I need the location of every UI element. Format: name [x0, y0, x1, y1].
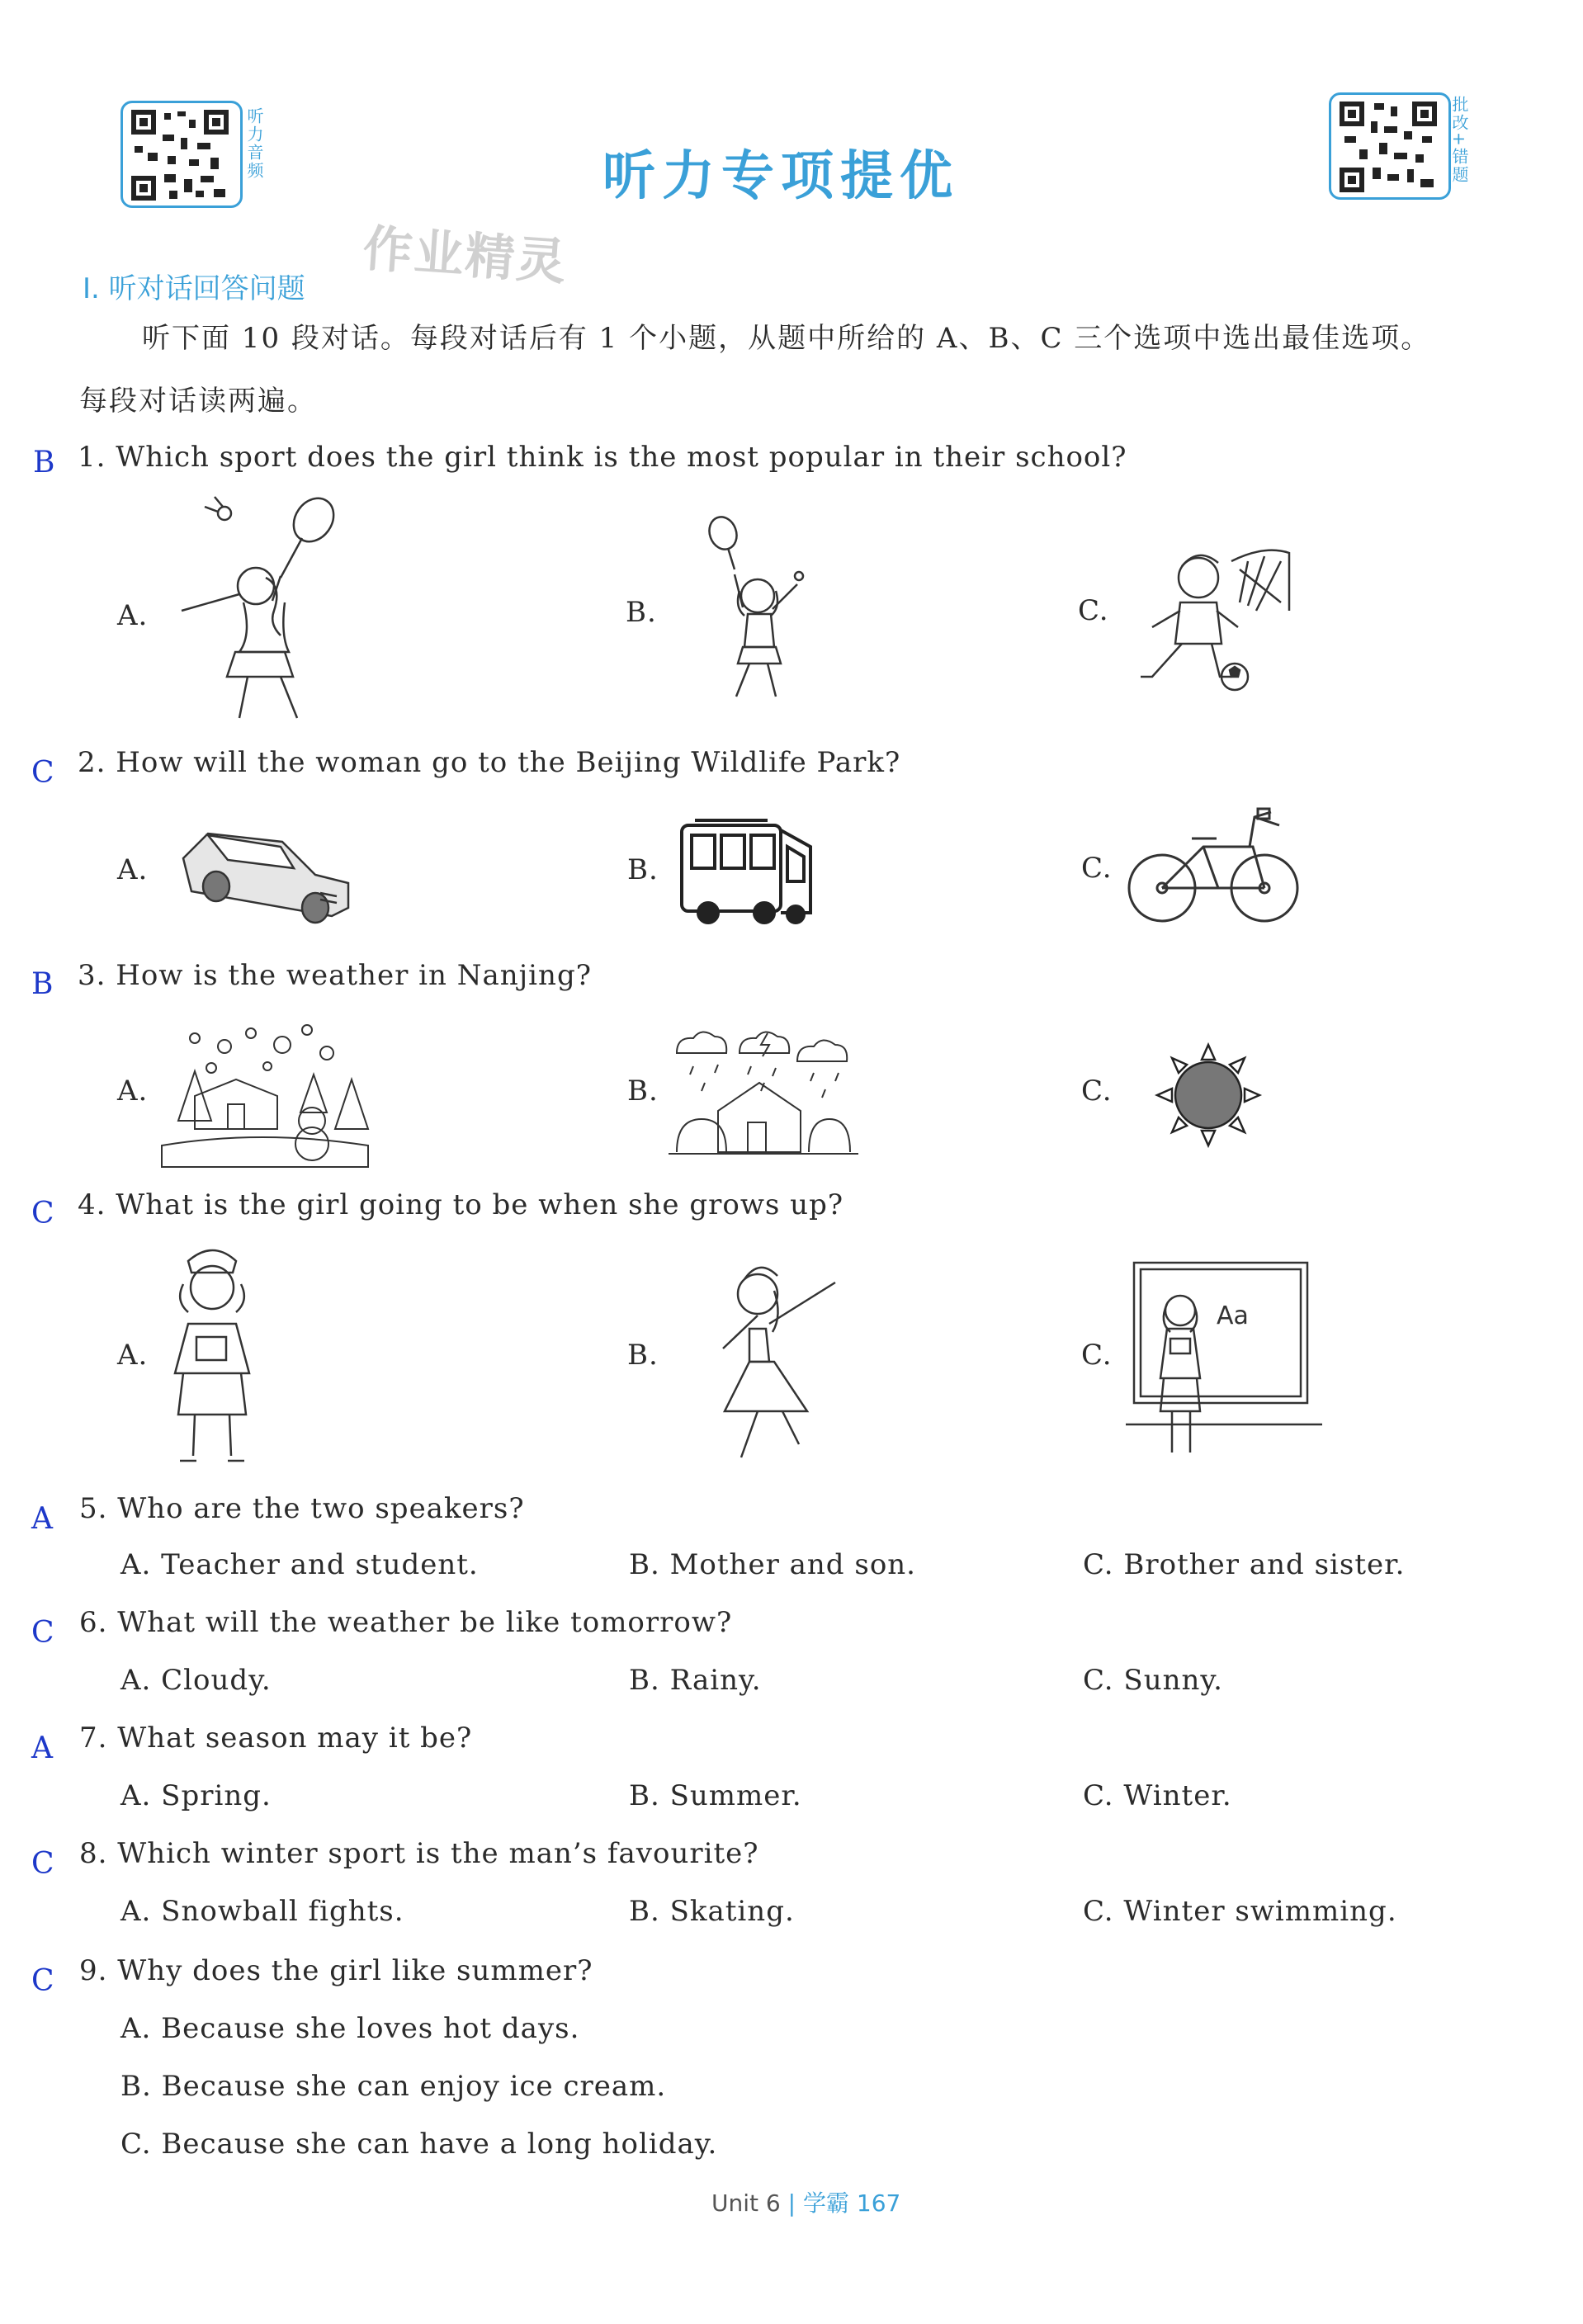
qr-pattern-icon	[1340, 102, 1437, 192]
question-text: 4. What is the girl going to be when she grows up?	[78, 1188, 844, 1221]
qr-audio-label: 听力音频	[244, 107, 264, 180]
section-heading: Ⅰ. 听对话回答问题	[83, 272, 305, 305]
answer-mark: C	[31, 1197, 54, 1230]
option-label[interactable]: C.	[1081, 1075, 1113, 1108]
option-text[interactable]: B. Rainy.	[629, 1664, 762, 1697]
qr-code-correction[interactable]	[1329, 92, 1451, 200]
footer-unit: Unit 6	[711, 2189, 781, 2217]
option-label[interactable]: A.	[117, 599, 149, 632]
option-text[interactable]: A. Teacher and student.	[120, 1548, 479, 1581]
question-text: 3. How is the weather in Nanjing?	[78, 959, 592, 992]
option-text[interactable]: C. Because she can have a long holiday.	[120, 2128, 718, 2161]
watermark: 作业精灵	[361, 220, 569, 292]
option-text[interactable]: C. Winter.	[1083, 1779, 1232, 1812]
question-text: 5. Who are the two speakers?	[79, 1492, 525, 1525]
teacher-image	[1126, 1259, 1322, 1466]
qr-correction-label: 批改+错题	[1449, 96, 1469, 184]
instruction-line-1: 听下面 10 段对话。每段对话后有 1 个小题，从题中所给的 A、B、C 三个选项中选出最佳选项。	[142, 322, 1431, 355]
answer-mark: C	[31, 1964, 54, 1998]
option-text[interactable]: B. Because she can enjoy ice cream.	[120, 2070, 667, 2103]
page-footer: Unit 6 | 学霸 167	[711, 2189, 901, 2217]
answer-mark: B	[33, 446, 55, 479]
question-text: 1. Which sport does the girl think is the most popular in their school?	[78, 441, 1127, 474]
option-label[interactable]: A.	[117, 1339, 149, 1372]
option-text[interactable]: B. Skating.	[629, 1895, 795, 1928]
tennis-girl-image	[702, 517, 817, 706]
question-text: 7. What season may it be?	[79, 1722, 473, 1755]
option-label[interactable]: A.	[117, 1075, 149, 1108]
badminton-girl-image	[157, 495, 338, 726]
bike-image	[1126, 805, 1304, 929]
option-label[interactable]: B.	[627, 1339, 659, 1372]
answer-mark: C	[31, 1847, 54, 1881]
question-text: 8. Which winter sport is the man’s favourite?	[79, 1837, 759, 1870]
answer-mark: B	[31, 967, 54, 1001]
dancer-image	[711, 1258, 843, 1466]
football-boy-image	[1132, 536, 1297, 701]
snowy-scene-image	[162, 1022, 368, 1167]
option-label[interactable]: C.	[1078, 594, 1109, 627]
option-label[interactable]: C.	[1081, 1339, 1113, 1372]
option-label[interactable]: C.	[1081, 852, 1113, 885]
answer-mark: A	[31, 1731, 53, 1765]
option-text[interactable]: A. Because she loves hot days.	[120, 2012, 580, 2045]
option-text[interactable]: B. Summer.	[629, 1779, 802, 1812]
board-text: Aa	[1217, 1301, 1249, 1330]
page-number: 167	[856, 2189, 901, 2217]
option-label[interactable]: B.	[627, 853, 659, 886]
qr-pattern-icon	[131, 110, 229, 201]
question-text: 2. How will the woman go to the Beijing Wildlife Park?	[78, 746, 901, 779]
page-title: 听力专项提优	[602, 146, 959, 207]
answer-mark: A	[31, 1502, 53, 1536]
option-label[interactable]: A.	[117, 853, 149, 886]
rainy-scene-image	[669, 1028, 858, 1164]
option-text[interactable]: B. Mother and son.	[629, 1548, 916, 1581]
option-label[interactable]: B.	[626, 596, 657, 629]
option-text[interactable]: C. Sunny.	[1083, 1664, 1223, 1697]
option-text[interactable]: A. Spring.	[120, 1779, 272, 1812]
option-text[interactable]: A. Cloudy.	[120, 1664, 272, 1697]
option-label[interactable]: B.	[627, 1075, 659, 1108]
option-text[interactable]: C. Winter swimming.	[1083, 1895, 1397, 1928]
footer-brand: 学霸	[802, 2189, 849, 2217]
instruction-line-2: 每段对话读两遍。	[79, 385, 317, 418]
question-text: 6. What will the weather be like tomorrow?	[79, 1606, 733, 1639]
answer-mark: C	[31, 1616, 54, 1650]
option-text[interactable]: A. Snowball fights.	[120, 1895, 404, 1928]
question-text: 9. Why does the girl like summer?	[79, 1954, 593, 1987]
bus-image	[678, 814, 815, 926]
answer-mark: C	[31, 756, 54, 790]
sunny-scene-image	[1152, 1042, 1264, 1149]
car-image	[175, 817, 357, 933]
qr-code-audio[interactable]	[120, 101, 243, 208]
nurse-image	[158, 1245, 266, 1467]
option-text[interactable]: C. Brother and sister.	[1083, 1548, 1406, 1581]
